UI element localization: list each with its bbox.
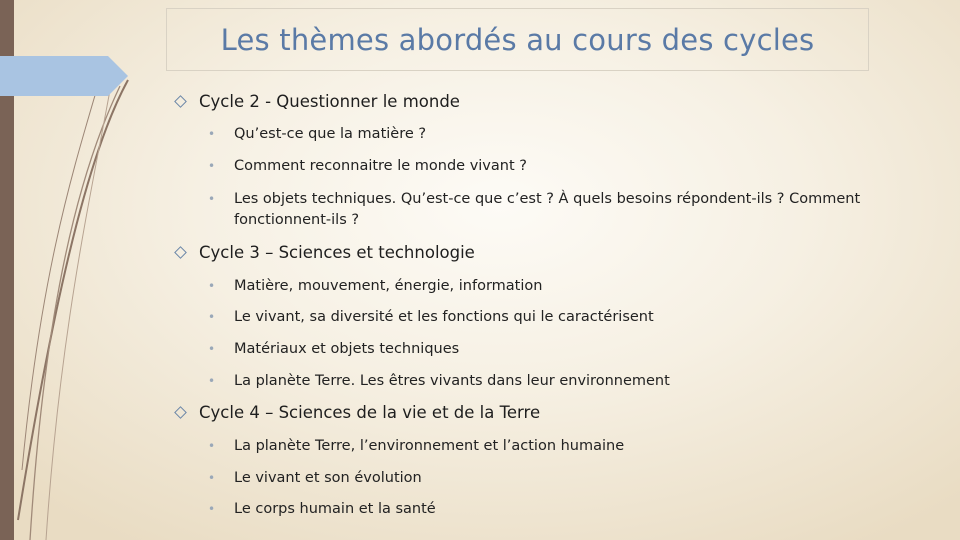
diamond-bullet-icon	[174, 406, 187, 419]
diamond-bullet-icon	[174, 246, 187, 259]
list-item: • Les objets techniques. Qu’est-ce que c’est ? À quels besoins répondent-ils ? Comment fonctionnent-ils ?	[208, 191, 861, 228]
title-box	[166, 8, 869, 71]
list-item: • Matériaux et objets techniques	[208, 339, 459, 360]
list-item: • Comment reconnaitre le monde vivant ?	[208, 156, 527, 177]
list-item: • La planète Terre, l’environnement et l’action humaine	[208, 436, 624, 457]
list-item: • Matière, mouvement, énergie, information	[208, 276, 542, 297]
bullet-dot-icon: •	[208, 439, 216, 453]
section-heading-cycle-2	[176, 92, 460, 111]
list-item: • Qu’est-ce que la matière ?	[208, 124, 426, 145]
bullet-dot-icon: •	[208, 310, 216, 324]
diamond-bullet-icon	[174, 95, 187, 108]
bullet-dot-icon: •	[208, 279, 216, 293]
bullet-dot-icon: •	[208, 342, 216, 356]
bullet-dot-icon: •	[208, 127, 216, 141]
accent-arrow-tab	[0, 56, 128, 96]
section-heading-text: Cycle 4 – Sciences de la vie et de la Terre	[199, 403, 541, 422]
section-heading-text: Cycle 2 - Questionner le monde	[199, 92, 460, 111]
section-heading-cycle-4	[176, 403, 540, 422]
bullet-dot-icon: •	[208, 502, 216, 516]
list-item: • Le vivant, sa diversité et les fonctions qui le caractérisent	[208, 307, 654, 328]
section-heading-text: Cycle 3 – Sciences et technologie	[199, 243, 475, 262]
list-item: • La planète Terre. Les êtres vivants dans leur environnement	[208, 371, 670, 392]
bullet-dot-icon: •	[208, 374, 216, 388]
list-item: • Le corps humain et la santé	[208, 499, 436, 520]
bullet-dot-icon: •	[208, 192, 216, 206]
list-item: • Le vivant et son évolution	[208, 468, 422, 489]
section-heading-cycle-3	[176, 243, 475, 262]
bullet-dot-icon: •	[208, 471, 216, 485]
bullet-dot-icon: •	[208, 159, 216, 173]
slide-title: Les thèmes abordés au cours des cycles	[220, 22, 815, 57]
